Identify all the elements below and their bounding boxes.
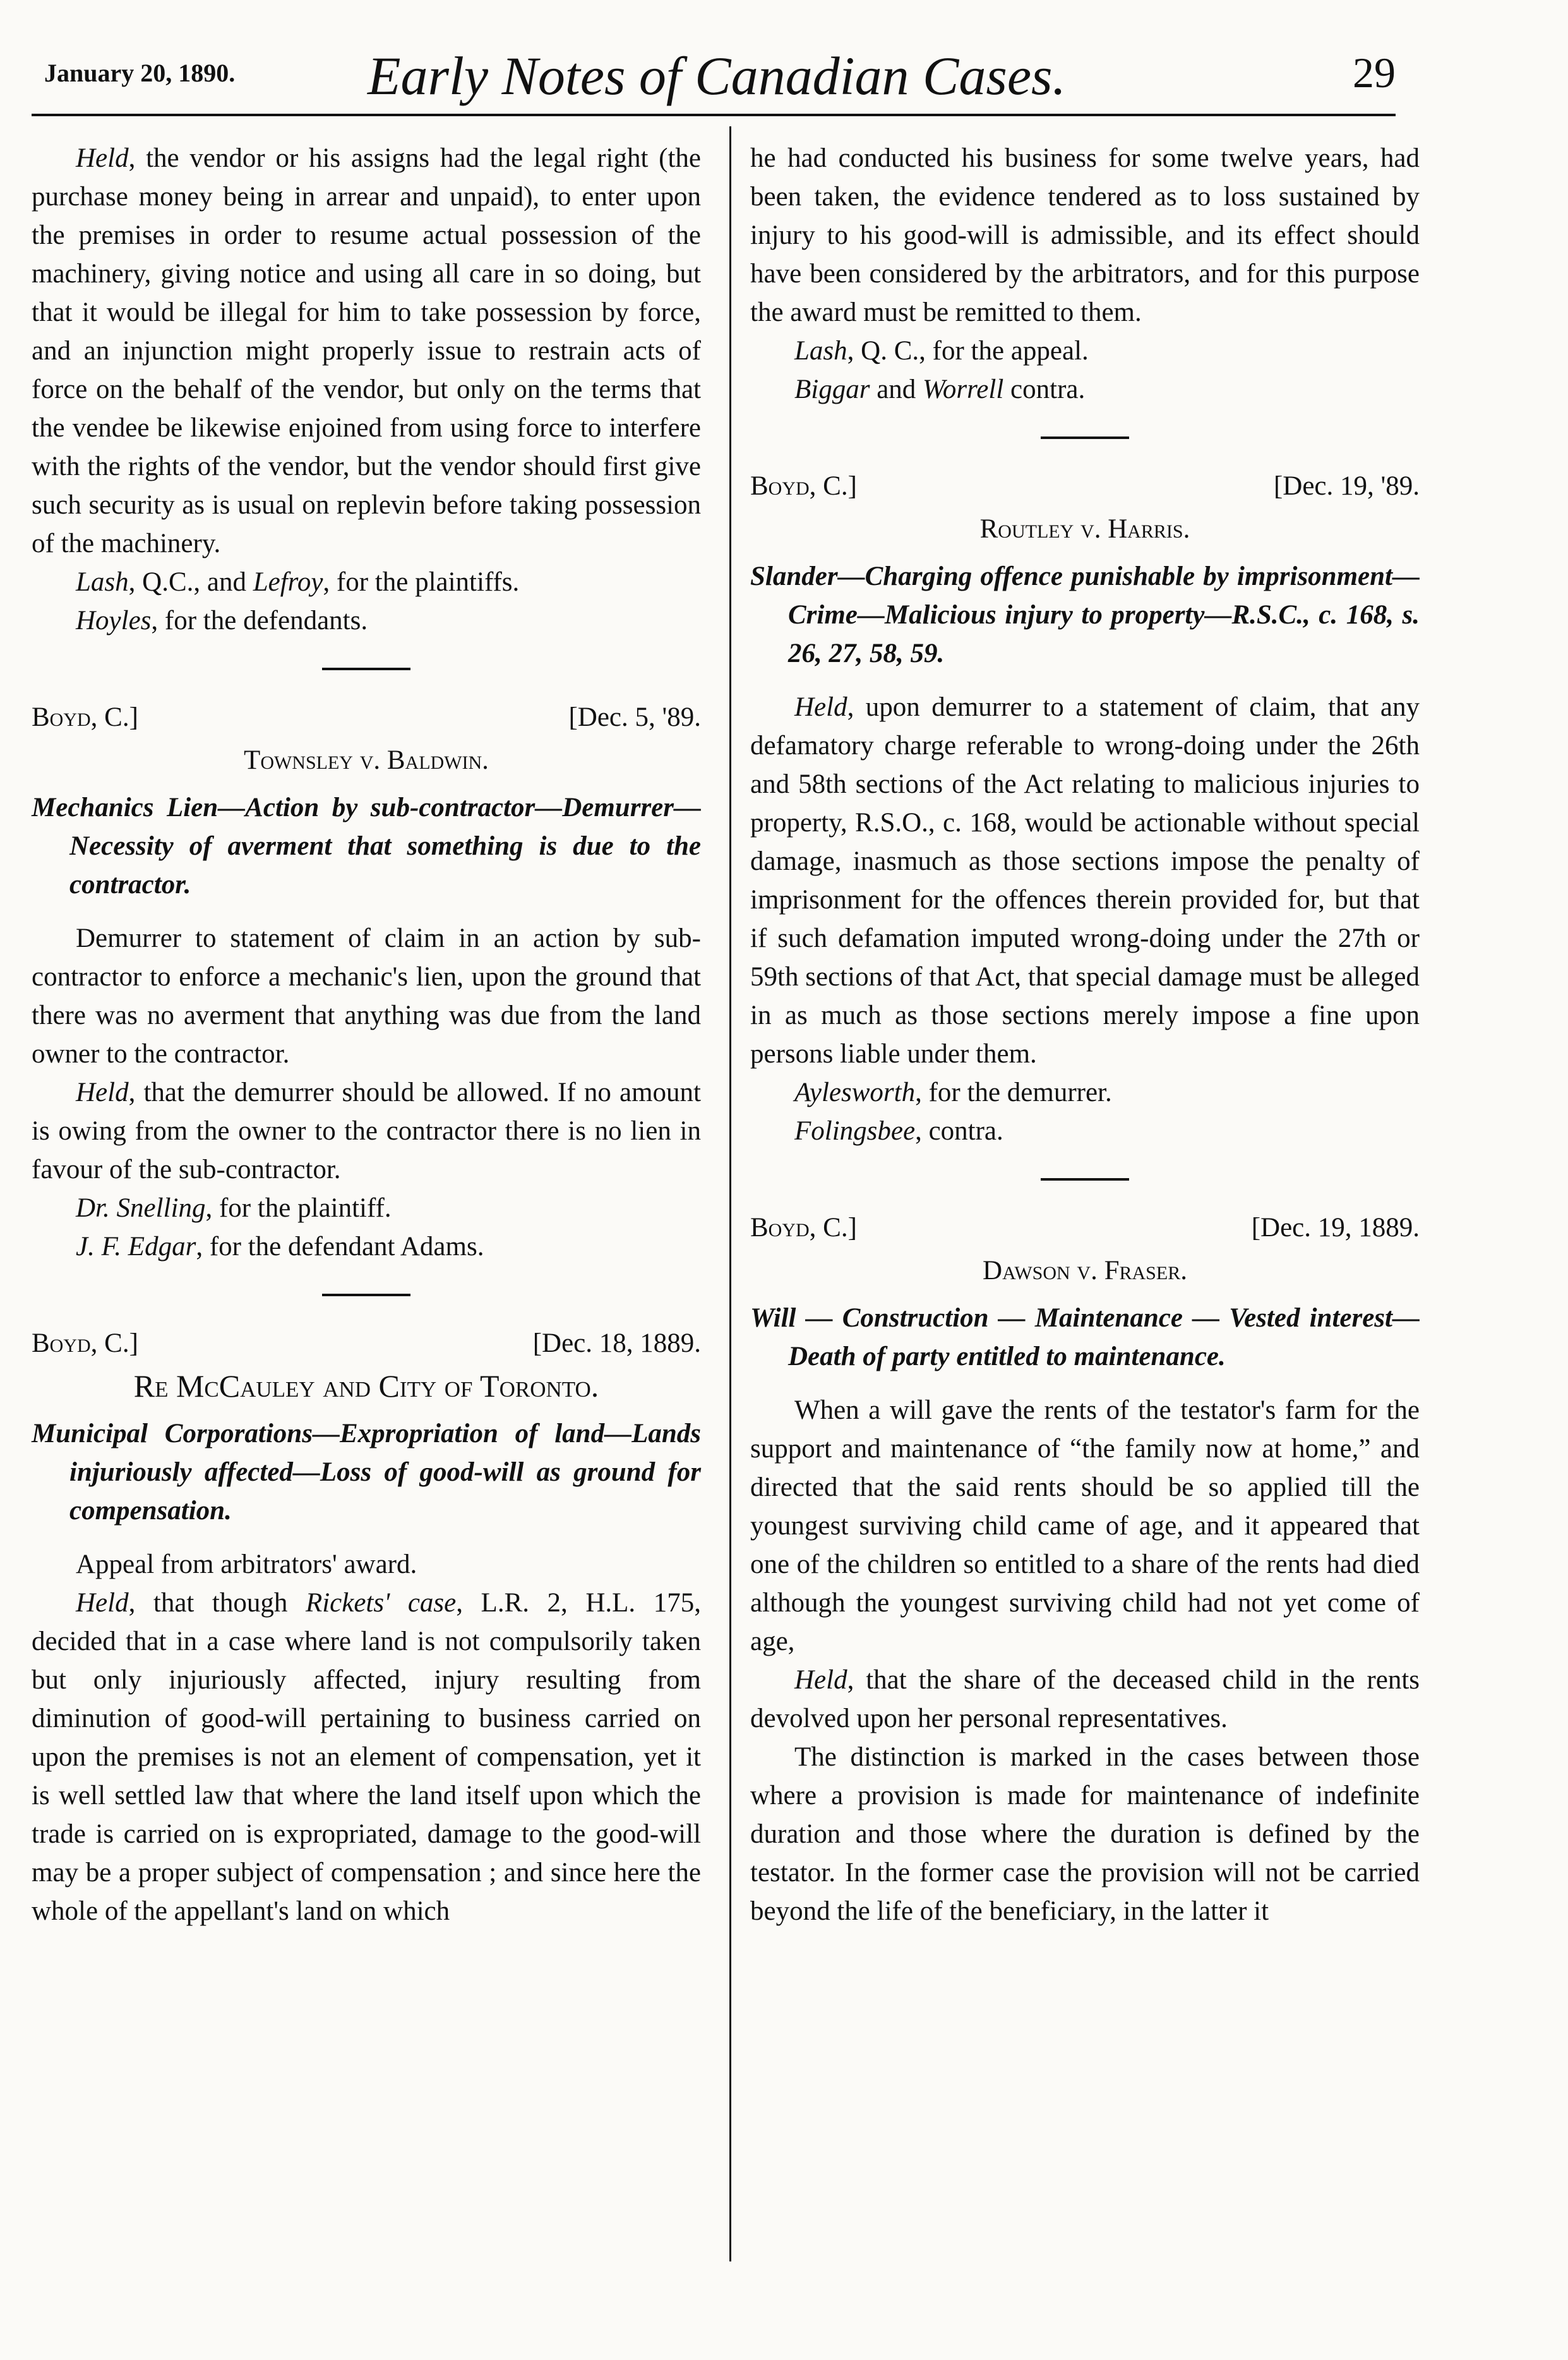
case-heading: [750, 467, 1420, 506]
header-rule: [32, 114, 1396, 116]
counsel-line: [750, 332, 1420, 370]
case-body: When a will gave the rents of the testator's farm for the support and maintenance of “the family now at home,” and directed that the said rents should be so applied till the youngest surviving child came of age, and it appeared that one of the children so entitled to a share of the rents had died although the youngest surviving child had not yet come of age,: [750, 1395, 1420, 1656]
judge: Boyd, C.]: [750, 471, 857, 501]
counsel-text: , for the plaintiffs.: [323, 567, 520, 597]
cited-case: Rickets' case: [305, 1588, 457, 1618]
counsel-text: , for the defendant Adams.: [196, 1232, 484, 1261]
case-date: [Dec. 5, '89.: [568, 702, 701, 732]
case-date: [Dec. 19, 1889.: [1251, 1213, 1420, 1243]
counsel-name: Lash: [794, 336, 847, 366]
held-text: , the vendor or his assigns had the legal right (the purchase money being in arrear and unpaid), to enter upon the premises in order to resume actual possession of the machinery, giving notice and using all care in so doing, but that it would be illegal for him to take possession by force, and an injunction might properly issue to restrain acts of force on the behalf of the vendor, but only on the terms that the vendee be likewise enjoined from using force to interfere with the rights of the vendor, but the vendor should first give such security as is usual on replevin before taking possession of the machinery.: [32, 143, 701, 558]
counsel-line: [750, 1112, 1420, 1150]
counsel-name: Biggar: [794, 375, 870, 404]
case-heading: [32, 1324, 701, 1363]
case-name: Dawson v. Fraser.: [983, 1256, 1187, 1285]
continued-held-paragraph: [32, 139, 701, 563]
counsel-name: Lash: [76, 567, 129, 597]
counsel-name: Aylesworth: [794, 1078, 916, 1107]
held-label: Held: [76, 143, 129, 173]
judge: Boyd, C.]: [32, 1328, 138, 1358]
right-column: [750, 139, 1420, 1930]
judge: Boyd, C.]: [32, 702, 138, 732]
case-name: Re McCauley and City of Toronto.: [133, 1368, 599, 1404]
case-body: Appeal from arbitrators' award.: [76, 1550, 417, 1579]
counsel-text: and: [870, 375, 923, 404]
issue-date: January 20, 1890.: [44, 59, 236, 87]
headnote: Will — Construction — Maintenance — Vested interest—Death of party entitled to maintenance.: [750, 1303, 1420, 1371]
held-label: Held: [76, 1078, 129, 1107]
counsel-line: [750, 1073, 1420, 1112]
section-separator: [322, 1294, 410, 1296]
counsel-name: Lefroy: [253, 567, 323, 597]
held-text: , that though: [128, 1588, 306, 1618]
counsel-text: , Q. C., for the appeal.: [847, 336, 1089, 366]
distinction-paragraph: The distinction is marked in the cases between those where a provision is made for maintenance of indefinite duration and those where the duration is defined by the testator. In the former case the provision will not be carried beyond the life of the beneficiary, in the latter it: [750, 1742, 1420, 1926]
counsel-line: [32, 1227, 701, 1266]
case-body: Demurrer to statement of claim in an action by sub-contractor to enforce a mechanic's lien, upon the ground that there was no averment that anything was due from the land owner to the contractor.: [32, 924, 701, 1069]
held-paragraph: [750, 688, 1420, 1073]
counsel-text: , for the defendants.: [151, 606, 368, 635]
held-label: Held: [794, 1665, 847, 1695]
held-label: Held: [794, 692, 847, 722]
held-text: , upon demurrer to a statement of claim, that any defamatory charge referable to wrong-doing under the 26th and 58th sections of the Act relating to malicious injuries to property, R.S.O., c. 168, would be actionable without special damage, inasmuch as those sections impose the penalty of imprisonment for the offences therein provided for, but that if such defamation imputed wrong-doing under the 27th or 59th sections of that Act, that special damage must be alleged in as much as those sections merely impose a fine upon persons liable under them.: [750, 692, 1420, 1069]
case-heading: [750, 1208, 1420, 1248]
counsel-name: Worrell: [923, 375, 1004, 404]
counsel-line: [32, 601, 701, 640]
counsel-name: Hoyles: [76, 606, 152, 635]
counsel-text: , for the plaintiff.: [205, 1193, 392, 1223]
journal-title: Early Notes of Canadian Cases.: [367, 45, 1067, 106]
page-header: [38, 44, 1396, 114]
held-text: , L.R. 2, H.L. 175, decided that in a case where land is not compulsorily taken but only injuriously affected, injury resulting from diminution of good-will pertaining to business carried on upon the premises is not an element of compensation, yet it is well settled law that where the land itself upon which the trade is carried on is expropriated, damage to the good-will may be a proper subject of compensation ; and since here the whole of the appellant's land on which: [32, 1588, 701, 1926]
section-separator: [322, 668, 410, 670]
continued-paragraph: he had conducted his business for some twelve years, had been taken, the evidence tendered as to loss sustained by injury to his good-will is admissible, and its effect should have been considered by the arbitrators, and for this purpose the award must be remitted to them.: [750, 143, 1420, 327]
counsel-name: Folingsbee: [794, 1116, 916, 1146]
case-name: Routley v. Harris.: [979, 514, 1190, 544]
judge: Boyd, C.]: [750, 1213, 857, 1243]
headnote: Mechanics Lien—Action by sub-contractor—Demurrer—Necessity of averment that something is due to the contractor.: [32, 793, 701, 900]
page-number: 29: [1353, 49, 1396, 97]
section-separator: [1041, 1178, 1129, 1181]
held-paragraph: [32, 1073, 701, 1189]
column-divider: [729, 126, 731, 2261]
headnote: Municipal Corporations—Expropriation of land—Lands injuriously affected—Loss of good-will as ground for compensation.: [32, 1419, 701, 1526]
case-date: [Dec. 19, '89.: [1273, 471, 1420, 501]
held-paragraph: [32, 1584, 701, 1930]
held-text: , that the demurrer should be allowed. If no amount is owing from the owner to the contractor there is no lien in favour of the sub-contractor.: [32, 1078, 701, 1184]
counsel-line: [32, 563, 701, 601]
held-paragraph: [750, 1661, 1420, 1738]
held-label: Held: [76, 1588, 129, 1618]
counsel-text: , contra.: [915, 1116, 1003, 1146]
case-heading: [32, 698, 701, 737]
counsel-line: [32, 1189, 701, 1227]
case-name: Townsley v. Baldwin.: [244, 745, 489, 775]
counsel-text: , for the demurrer.: [915, 1078, 1112, 1107]
headnote: Slander—Charging offence punishable by imprisonment—Crime—Malicious injury to property—R.S.C., c. 168, s. 26, 27, 58, 59.: [750, 562, 1420, 668]
left-column: [32, 139, 701, 1930]
counsel-name: Dr. Snelling: [76, 1193, 206, 1223]
counsel-text: , Q.C., and: [128, 567, 253, 597]
case-date: [Dec. 18, 1889.: [532, 1328, 701, 1358]
held-text: , that the share of the deceased child in the rents devolved upon her personal representatives.: [750, 1665, 1420, 1733]
counsel-name: J. F. Edgar: [76, 1232, 196, 1261]
counsel-line: [750, 370, 1420, 409]
section-separator: [1041, 436, 1129, 439]
counsel-text: contra.: [1003, 375, 1086, 404]
